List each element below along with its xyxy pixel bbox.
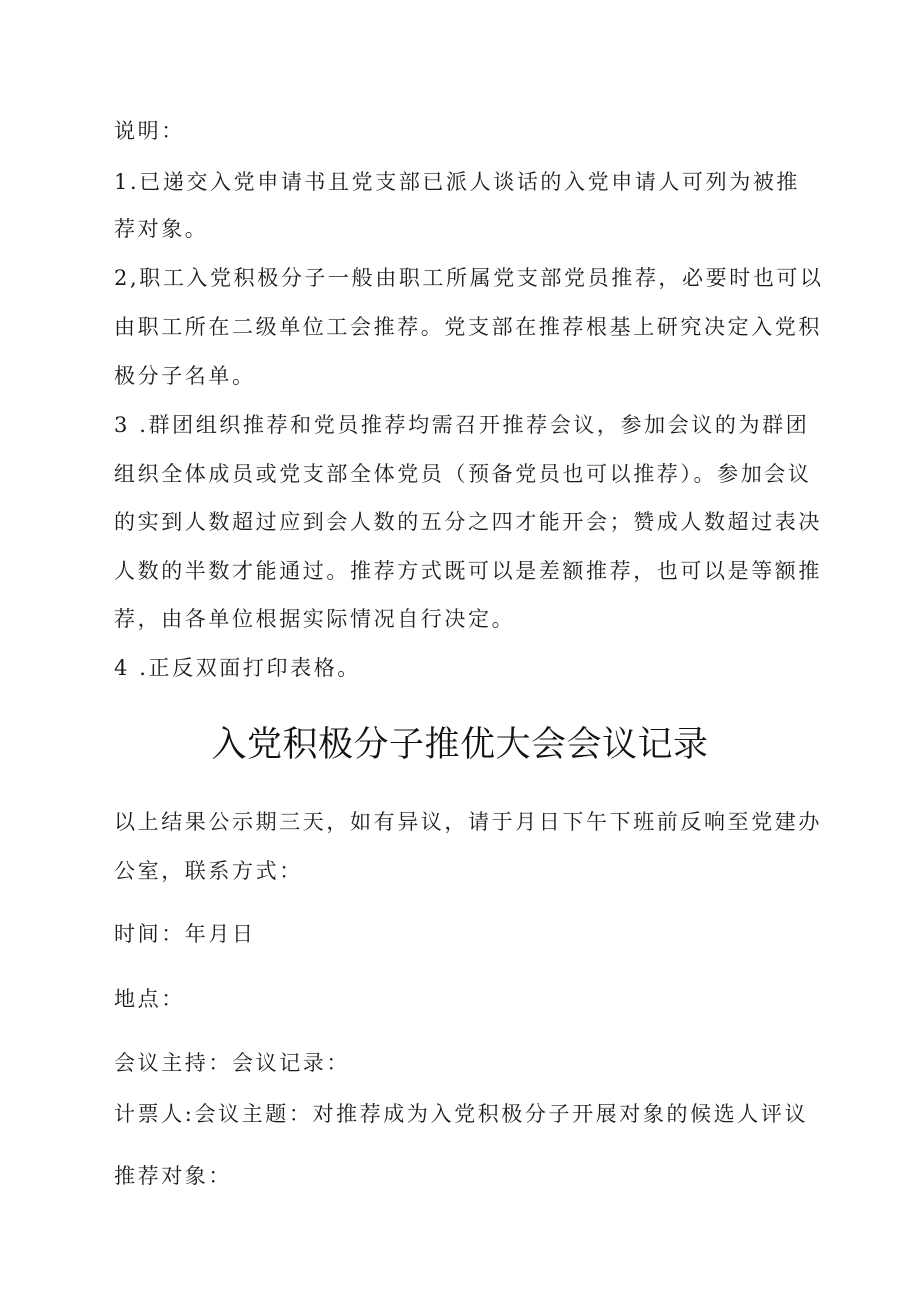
note-3-line-2: 组织全体成员或党支部全体党员（预备党员也可以推荐）。参加会议 xyxy=(114,462,812,486)
meeting-nominee: 推荐对象： xyxy=(114,1164,232,1188)
announcement-line-1: 以上结果公示期三天，如有异议，请于月日下午下班前反响至党建办 xyxy=(114,810,822,834)
record-title: 入党积极分子推优大会会议记录 xyxy=(211,725,709,765)
note-3-line-5: 荐，由各单位根据实际情况自行决定。 xyxy=(114,607,516,631)
note-1-line-1: 1.已递交入党申请书且党支部已派人谈话的入党申请人可列为被推 xyxy=(114,170,801,194)
note-1-line-2: 荐对象。 xyxy=(114,217,209,241)
note-3-line-3: 的实到人数超过应到会人数的五分之四才能开会；赞成人数超过表决 xyxy=(114,510,822,534)
meeting-host-recorder: 会议主持：会议记录： xyxy=(114,1051,350,1075)
meeting-location: 地点： xyxy=(114,987,185,1011)
meeting-time: 时间：年月日 xyxy=(114,922,256,946)
announcement-line-2: 公室，联系方式： xyxy=(114,859,303,883)
note-2-line-2: 由职工所在二级单位工会推荐。党支部在推荐根基上研究决定入党积 xyxy=(114,315,822,339)
note-3-line-4: 人数的半数才能通过。推荐方式既可以是差额推荐，也可以是等额推 xyxy=(114,559,822,583)
note-2-line-1: 2,职工入党积极分子一般由职工所属党支部党员推荐，必要时也可以 xyxy=(114,266,824,290)
notes-heading: 说明： xyxy=(114,119,185,143)
note-4-line-1: 4 .正反双面打印表格。 xyxy=(114,656,361,680)
meeting-counter-topic: 计票人:会议主题：对推荐成为入党积极分子开展对象的候选人评议 xyxy=(114,1102,809,1126)
note-2-line-3: 极分子名单。 xyxy=(114,364,256,388)
note-3-line-1: 3 .群团组织推荐和党员推荐均需召开推荐会议，参加会议的为群团 xyxy=(114,413,810,437)
